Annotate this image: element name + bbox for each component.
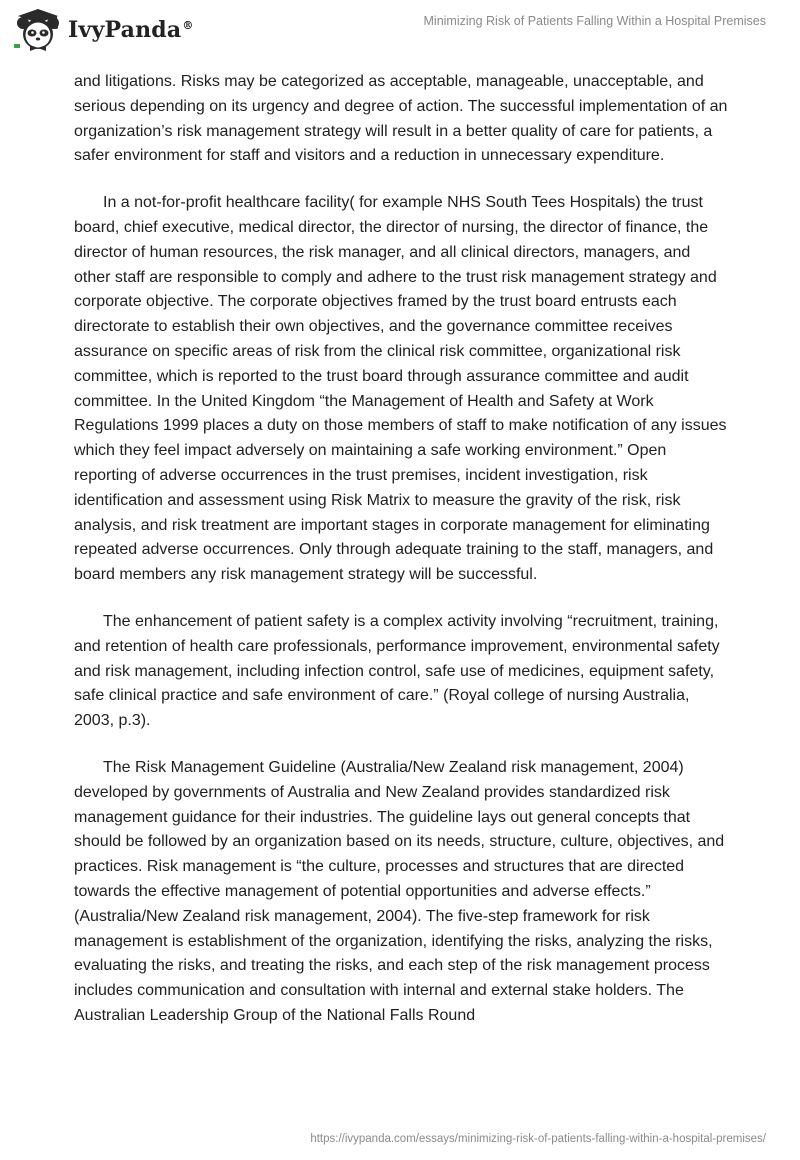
- paragraph: The enhancement of patient safety is a complex activity involving “recruitment, training, and retention of health care professionals, performance improvement, environmental safety and risk management, including infection control, safe use of medicines, equipment safety, safe clinical practice and safe environment of care.” (Royal college of nursing Australia, 2003, p.3).: [74, 612, 720, 730]
- paragraph: The Risk Management Guideline (Australia/New Zealand risk management, 2004) developed by governments of Australia and New Zealand provides standardized risk management guidance for their industries. The guideline lays out general concepts that should be followed by an organization based on its needs, structure, culture, objectives, and practices. Risk management is “the culture, processes and structures that are directed towards the effective management of potential opportunities and adverse effects.” (Australia/New Zealand risk management, 2004). The five-step framework for risk management is establishment of the organization, identifying the risks, analyzing the risks, evaluating the risks, and treating the risks, and each step of the risk management process includes communication and consultation with internal and external stake holders. The Australian Leadership Group of the National Falls Round: [74, 758, 725, 1024]
- brand-logo[interactable]: [14, 8, 194, 52]
- registered-mark: ®: [182, 18, 194, 32]
- source-url[interactable]: https://ivypanda.com/essays/minimizing-risk-of-patients-falling-within-a-hospital-premises/: [310, 1133, 766, 1145]
- panda-logo-icon: [14, 8, 62, 52]
- brand-name: IvyPanda®: [68, 17, 194, 43]
- page-header: [0, 0, 800, 64]
- document-title: Minimizing Risk of Patients Falling Within a Hospital Premises: [423, 14, 766, 28]
- paragraph: In a not-for-profit healthcare facility( for example NHS South Tees Hospitals) the trust board, chief executive, medical director, the director of nursing, the director of finance, the director of human resources, the risk manager, and all clinical directors, managers, and other staff are responsible to comply and adhere to the trust risk management strategy and corporate objective. The corporate objectives framed by the trust board entrusts each directorate to establish their own objectives, and the governance committee receives assurance on specific areas of risk from the clinical risk committee, organizational risk committee, which is reported to the trust board through assurance committee and audit committee. In the United Kingdom “the Management of Health and Safety at Work Regulations 1999 places a duty on those members of staff to make notification of any issues which they feel impact adversely on maintaining a safe working environment.” Open reporting of adverse occurrences in the trust premises, incident investigation, risk identification and assessment using Risk Matrix to measure the gravity of the risk, risk analysis, and risk treatment are important stages in corporate management for eliminating repeated adverse occurrences. Only through adequate training to the staff, managers, and board members any risk management strategy will be successful.: [74, 194, 727, 584]
- paragraph: and litigations. Risks may be categorized as acceptable, manageable, unacceptable, and serious depending on its urgency and degree of action. The successful implementation of an organization’s risk management strategy will result in a better quality of care for patients, a safer environment for staff and visitors and a reduction in unnecessary expenditure.: [74, 73, 728, 165]
- essay-body: [74, 70, 730, 1051]
